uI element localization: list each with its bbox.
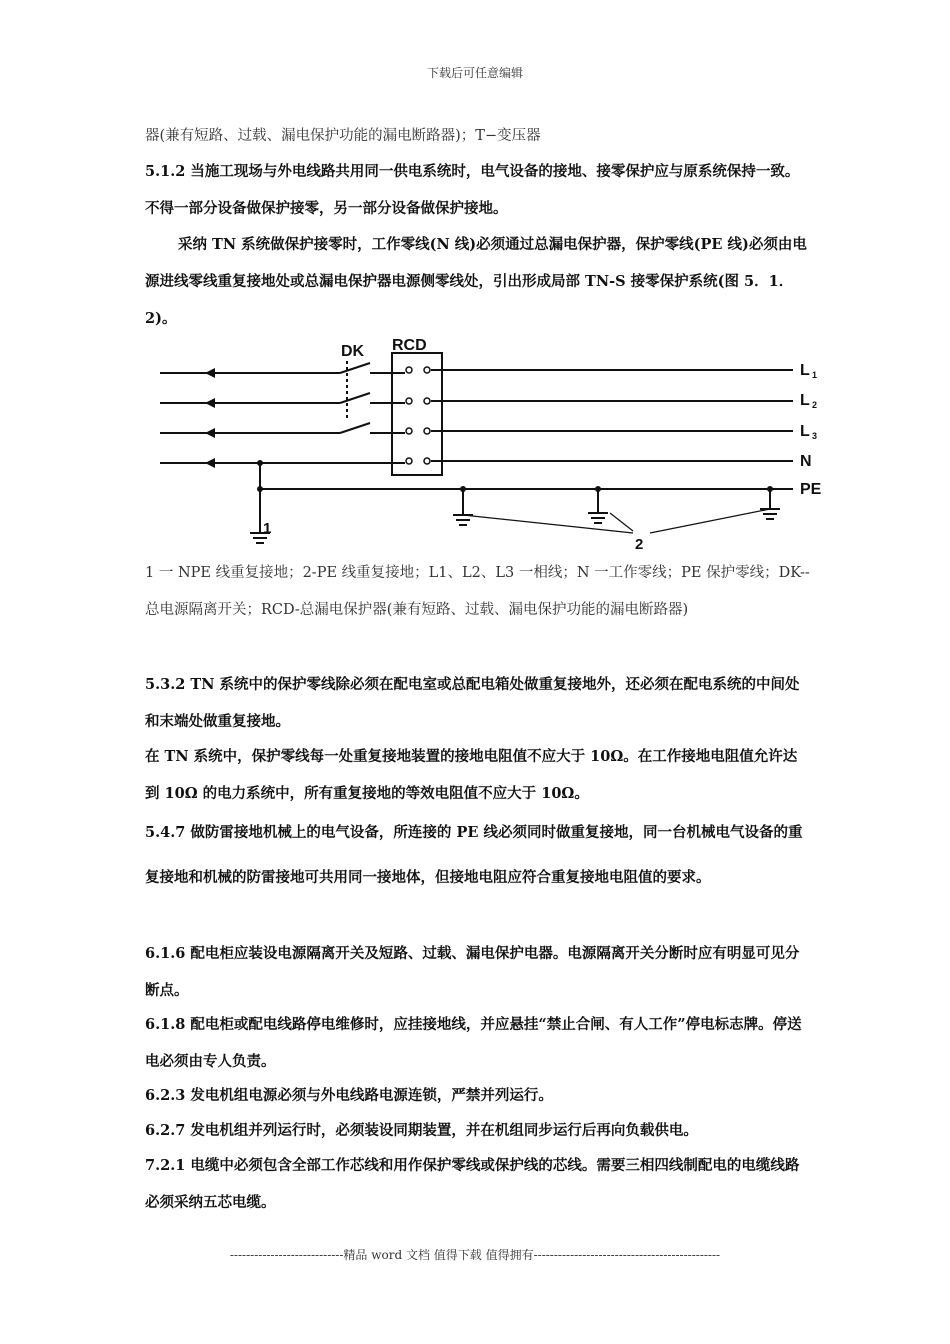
- paragraph-6-1-6: 6.1.6 配电柜应装设电源隔离开关及短路、过载、漏电保护电器。电源隔离开关分断时应有明显可见分断点。: [145, 945, 800, 999]
- wiring-diagram: [145, 333, 845, 563]
- pe-label: PE: [800, 481, 822, 498]
- page-footer: ----------------------------精品 word 文档 值得下载 值得拥有----------------------------------------------: [229, 1248, 721, 1262]
- section-7-2-1: [145, 1147, 810, 1221]
- intro-paragraph: [145, 118, 810, 155]
- section-resistance: [145, 738, 810, 812]
- section-5-3-2: [145, 666, 810, 740]
- paragraph-5-1-2: 5.1.2 当施工现场与外电线路共用同一供电系统时，电气设备的接地、接零保护应与原系统保持一致。不得一部分设备做保护接零，另一部分设备做保护接地。: [145, 163, 800, 217]
- paragraph-0: 器(兼有短路、过载、漏电保护功能的漏电断路器)；T−变压器: [145, 128, 541, 144]
- section-5-4-7: [145, 810, 810, 900]
- section-6-2-7: [145, 1112, 810, 1149]
- section-6-1-6: [145, 935, 810, 1009]
- l2-label: L: [800, 392, 810, 409]
- rcd-label: RCD: [392, 337, 427, 354]
- paragraph-tn-system: 采纳 TN 系统做保护接零时，工作零线(N 线)必须通过总漏电保护器，保护零线(PE 线)必须由电源进线零线重复接地处或总漏电保护器电源侧零线处，引出形成局部 TN-S 接零保护系统(图 5．1．2)。: [145, 236, 807, 327]
- n-label: N: [800, 453, 812, 470]
- section-tn-system: [145, 226, 810, 337]
- paragraph-5-4-7: 5.4.7 做防雷接地机械上的电气设备，所连接的 PE 线必须同时做重复接地，同一台机械电气设备的重复接地和机械的防雷接地可共用同一接地体，但接地电阻应符合重复接地电阻值的要求。: [145, 824, 803, 886]
- paragraph-6-2-3: 6.2.3 发电机组电源必须与外电线路电源连锁，严禁并列运行。: [145, 1087, 553, 1104]
- ground-label-2: 2: [635, 536, 644, 553]
- caption-text: 1 一 NPE 线重复接地；2-PE 线重复接地；L1、L2、L3 一相线；N 一工作零线；PE 保护零线；DK--总电源隔离开关；RCD-总漏电保护器(兼有短路、过载、漏电保护功能的漏电断路器): [145, 565, 810, 618]
- section-5-1-2: [145, 153, 810, 227]
- page-header: 下载后可任意编辑: [426, 66, 523, 80]
- section-6-1-8: [145, 1006, 810, 1080]
- l1-sub: 1: [812, 370, 818, 380]
- l3-sub: 3: [812, 431, 818, 441]
- dk-label: DK: [341, 343, 365, 360]
- paragraph-resistance: 在 TN 系统中，保护零线每一处重复接地装置的接地电阻值不应大于 10Ω。在工作接地电阻值允许达到 10Ω 的电力系统中，所有重复接地的等效电阻值不应大于 10Ω。: [145, 748, 798, 802]
- ground-label-1: 1: [263, 520, 272, 537]
- l3-label: L: [800, 423, 810, 440]
- paragraph-5-3-2: 5.3.2 TN 系统中的保护零线除必须在配电室或总配电箱处做重复接地外，还必须在配电系统的中间处和末端处做重复接地。: [145, 676, 800, 730]
- paragraph-7-2-1: 7.2.1 电缆中必须包含全部工作芯线和用作保护零线或保护线的芯线。需要三相四线制配电的电缆线路必须采纳五芯电缆。: [145, 1157, 800, 1211]
- diagram-caption: [145, 555, 810, 629]
- l1-label: L: [800, 362, 810, 379]
- section-6-2-3: [145, 1077, 810, 1114]
- l2-sub: 2: [812, 400, 818, 410]
- paragraph-6-1-8: 6.1.8 配电柜或配电线路停电维修时，应挂接地线，并应悬挂“禁止合闸、有人工作”停电标志牌。停送电必须由专人负责。: [145, 1016, 802, 1070]
- paragraph-6-2-7: 6.2.7 发电机组并列运行时，必须装设同期装置，并在机组同步运行后再向负载供电。: [145, 1122, 698, 1139]
